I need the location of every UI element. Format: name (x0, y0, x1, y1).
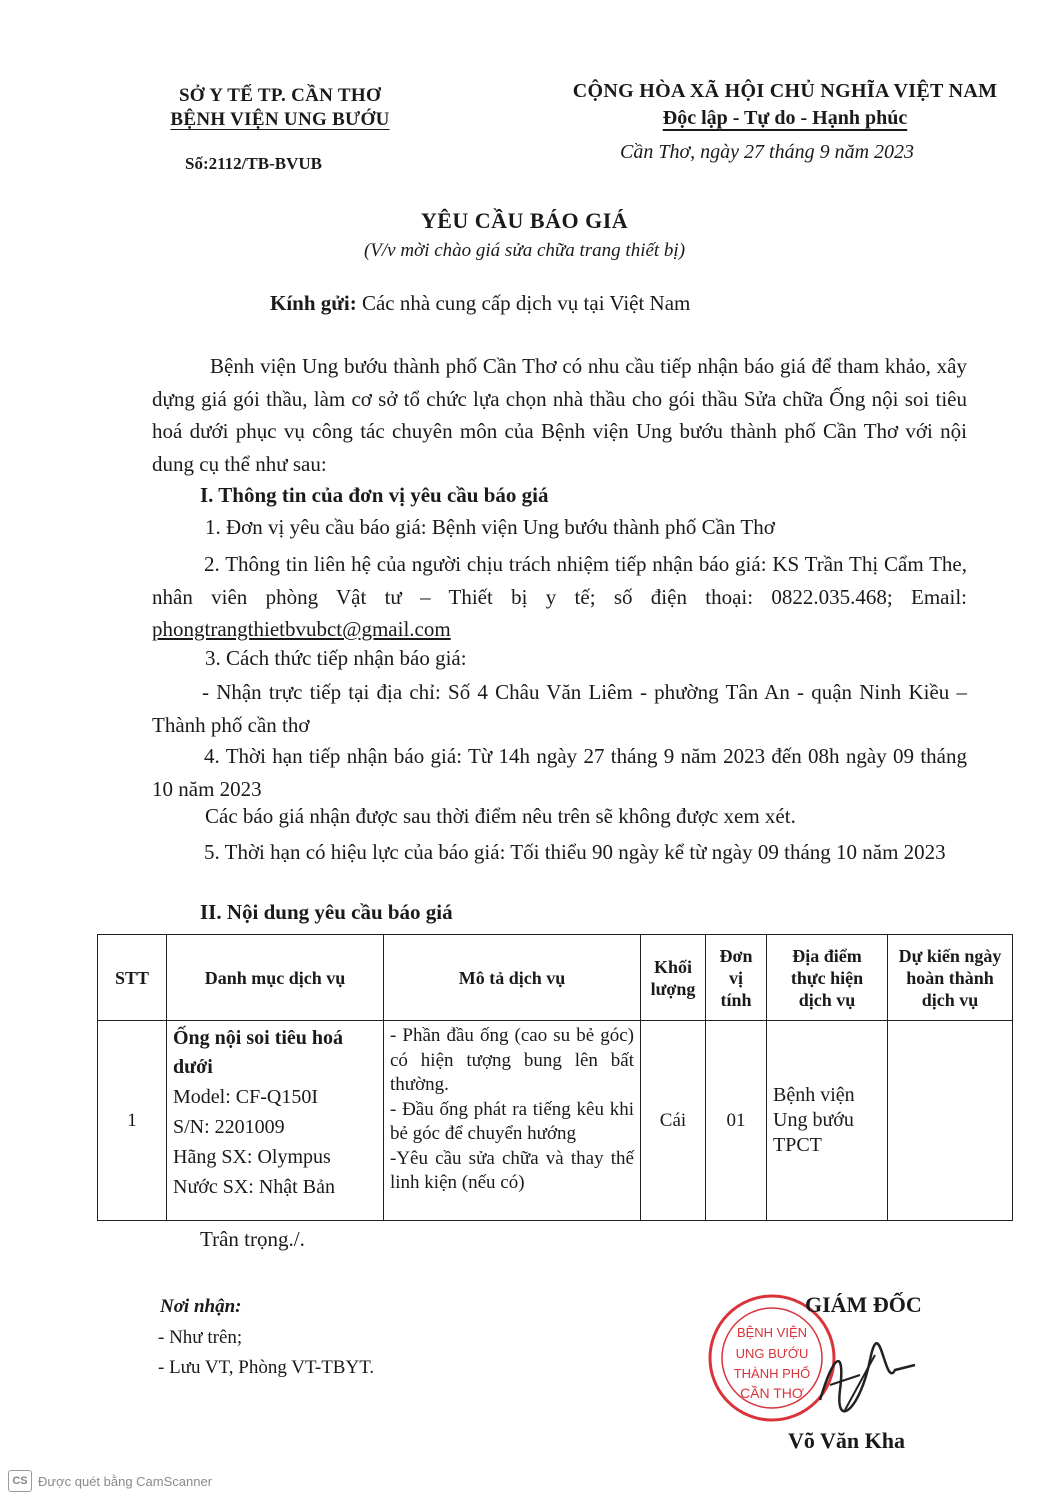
header-quantity: Khối lượng (641, 935, 706, 1021)
section-1-title: I. Thông tin của đơn vị yêu cầu báo giá (200, 483, 549, 507)
issuing-agency (110, 84, 450, 132)
closing-line: Trân trọng./. (200, 1227, 305, 1251)
svg-text:UNG BƯỚU: UNG BƯỚU (735, 1346, 809, 1361)
desc-item-1: - Phần đầu ống (cao su bẻ góc) có hiện tượng bung lên bất thường. (390, 1025, 634, 1095)
recipients-line-1: - Như trên; (158, 1327, 243, 1348)
cell-quantity: Cái (641, 1021, 706, 1221)
table-row (98, 1021, 1013, 1221)
desc-item-3: -Yêu cầu sửa chữa và thay thế linh kiện (nếu có) (390, 1147, 634, 1193)
document-subtitle: (V/v mời chào giá sửa chữa trang thiết bị) (363, 240, 686, 261)
section-1-item-2 (152, 548, 967, 646)
section-1-item-4-note: Các báo giá nhận được sau thời điểm nêu trên sẽ không được xem xét. (205, 804, 796, 828)
svg-text:CẦN THƠ: CẦN THƠ (740, 1385, 804, 1401)
contact-info: 2. Thông tin liên hệ của người chịu trách nhiệm tiếp nhận báo giá: KS Trần Thị Cẩm The, nhân viên phòng Vật tư – Thiết bị y tế; số điện thoại: 0822.035.468; Email: (152, 552, 967, 609)
contact-email: phongtrangthietbvubct@gmail.com (152, 617, 451, 641)
camscanner-icon: CS (8, 1470, 32, 1492)
section-1-item-1: 1. Đơn vị yêu cầu báo giá: Bệnh viện Ung bướu thành phố Cần Thơ (205, 515, 775, 539)
nation-name: CỘNG HÒA XÃ HỘI CHỦ NGHĨA VIỆT NAM (572, 80, 998, 102)
watermark-text: Được quét bằng CamScanner (38, 1473, 213, 1489)
scanner-watermark (8, 1470, 212, 1492)
cell-service-name (167, 1021, 384, 1221)
cell-stt: 1 (98, 1021, 167, 1221)
document-title: YÊU CẦU BÁO GIÁ (420, 208, 629, 233)
desc-item-2: - Đầu ống phát ra tiếng kêu khi bẻ góc để chuyển hướng (390, 1098, 634, 1144)
intro-paragraph: Bệnh viện Ung bướu thành phố Cần Thơ có nhu cầu tiếp nhận báo giá để tham khảo, xây dựng giá gói thầu, làm cơ sở tổ chức lựa chọn nhà thầu cho gói thầu Sửa chữa Ống nội soi tiêu hoá dưới phục vụ công tác chuyên môn của Bệnh viện Ung bướu thành phố Cần Thơ với nội dung cụ thể như sau: (152, 354, 967, 476)
section-1-item-5: 5. Thời hạn có hiệu lực của báo giá: Tối thiểu 90 ngày kể từ ngày 09 tháng 10 năm 2023 (204, 840, 946, 864)
signer-role: GIÁM ĐỐC (805, 1292, 922, 1317)
recipients-title: Nơi nhận: (160, 1296, 242, 1317)
cell-unit: 01 (706, 1021, 767, 1221)
cell-service-desc (384, 1021, 641, 1221)
header-completion: Dự kiến ngày hoàn thành dịch vụ (888, 935, 1013, 1021)
cell-completion (888, 1021, 1013, 1221)
service-table (97, 934, 1013, 1221)
national-motto: Độc lập - Tự do - Hạnh phúc (662, 107, 908, 129)
hospital-name: BỆNH VIỆN UNG BƯỚU (170, 109, 390, 130)
service-maker: Hãng SX: Olympus (173, 1146, 331, 1168)
header-location: Địa điểm thực hiện dịch vụ (767, 935, 888, 1021)
section-1-item-3: 3. Cách thức tiếp nhận báo giá: (205, 646, 467, 670)
issue-date: Cần Thơ, ngày 27 tháng 9 năm 2023 (620, 141, 915, 163)
header-service-name: Danh mục dịch vụ (167, 935, 384, 1021)
svg-text:BỆNH VIỆN: BỆNH VIỆN (736, 1325, 808, 1340)
recipient-label: Kính gửi: (270, 291, 357, 315)
recipient-line (270, 291, 690, 316)
document-number: Số:2112/TB-BVUB (185, 154, 322, 173)
table-header-row (98, 935, 1013, 1021)
service-country: Nước SX: Nhật Bản (173, 1176, 335, 1198)
header-stt: STT (98, 935, 167, 1021)
cell-location: Bệnh viện Ung bướu TPCT (767, 1021, 888, 1221)
section-2-title: II. Nội dung yêu cầu báo giá (200, 900, 453, 924)
department-name: SỞ Y TẾ TP. CẦN THƠ (178, 85, 382, 106)
header-service-desc: Mô tả dịch vụ (384, 935, 641, 1021)
svg-text:THÀNH PHỐ: THÀNH PHỐ (733, 1366, 811, 1381)
section-1-item-3-detail: - Nhận trực tiếp tại địa chỉ: Số 4 Châu Văn Liêm - phường Tân An - quận Ninh Kiều – Thành phố cần thơ (152, 680, 967, 737)
recipient-value: Các nhà cung cấp dịch vụ tại Việt Nam (361, 291, 691, 315)
header-unit: Đơn vị tính (706, 935, 767, 1021)
service-name: Ống nội soi tiêu hoá dưới (173, 1027, 344, 1078)
service-model: Model: CF-Q150I (173, 1086, 318, 1108)
handwritten-signature (800, 1330, 920, 1430)
recipients-line-2: - Lưu VT, Phòng VT-TBYT. (158, 1357, 375, 1378)
signer-name: Võ Văn Kha (788, 1428, 905, 1453)
national-header (545, 80, 1025, 130)
service-serial: S/N: 2201009 (173, 1116, 285, 1138)
section-1-item-4: 4. Thời hạn tiếp nhận báo giá: Từ 14h ngày 27 tháng 9 năm 2023 đến 08h ngày 09 tháng 10 năm 2023 (152, 744, 967, 801)
